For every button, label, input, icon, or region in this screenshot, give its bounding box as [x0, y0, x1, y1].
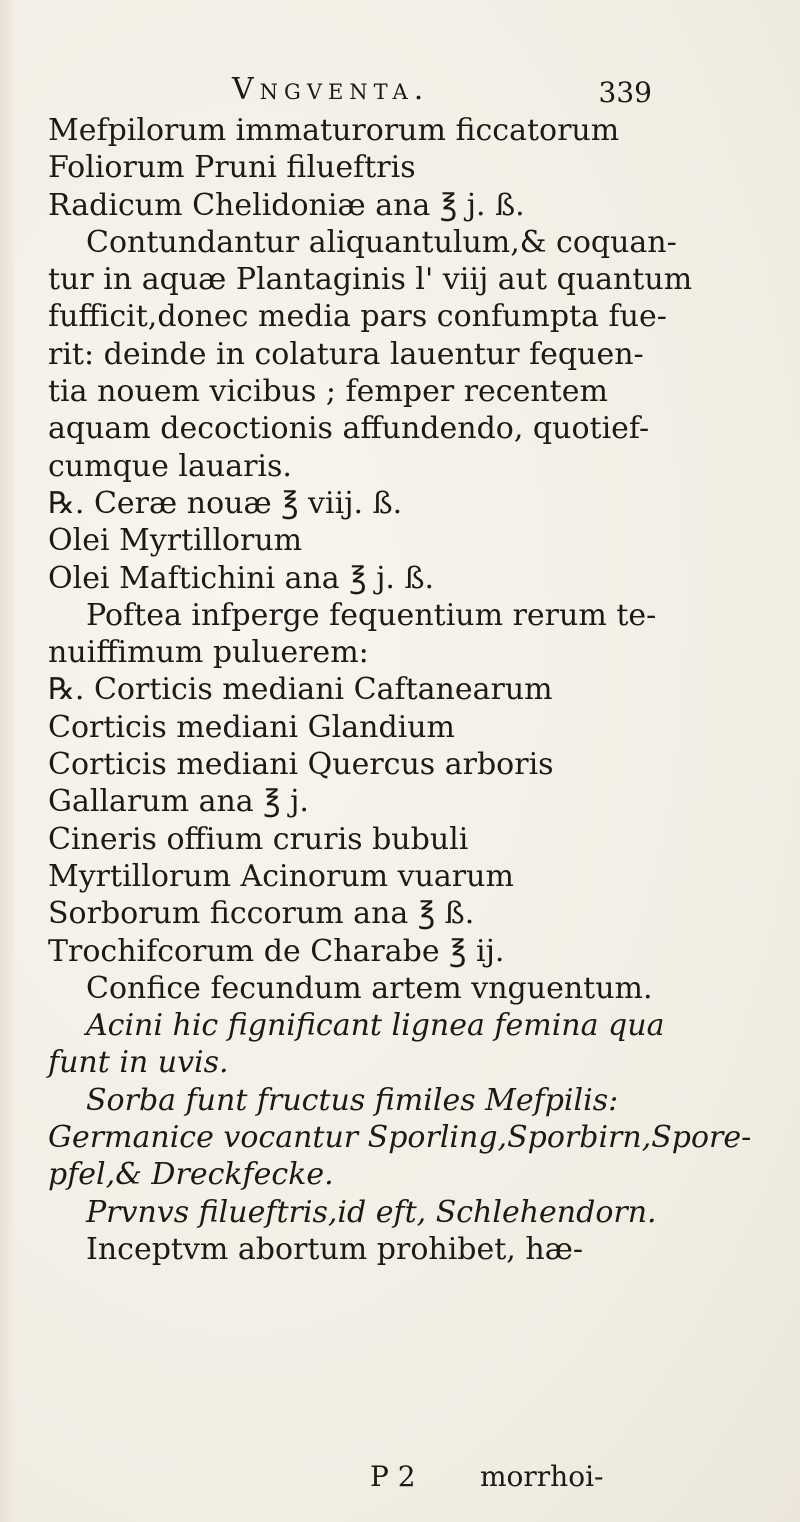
text-line: Corticis mediani Glandium — [48, 709, 456, 745]
text-line: Confice fecundum artem vnguentum. — [86, 970, 653, 1006]
text-line: ℞. Ceræ nouæ ℥ viij. ß. — [48, 485, 403, 521]
text-line-italic: Germanice vocantur Sporling,Sporbirn,Spore- — [48, 1120, 752, 1156]
text-line: Inceptvm abortum prohibet, hæ- — [86, 1231, 584, 1267]
text-line: Radicum Chelidoniæ ana ℥ j. ß. — [48, 187, 525, 223]
text-line: Corticis mediani Quercus arboris — [48, 747, 554, 783]
text-line: rit: deinde in colatura lauentur fequen- — [48, 336, 644, 372]
text-line: ℞. Corticis mediani Caftanearum — [48, 672, 553, 708]
text-line: Poftea infperge fequentium rerum te- — [86, 597, 657, 633]
text-line-italic: Acini hic fignificant lignea femina qua — [86, 1008, 665, 1044]
text-line: Gallarum ana ℥ j. — [48, 784, 309, 820]
text-line: Trochifcorum de Charabe ℥ ij. — [48, 933, 505, 969]
text-line: Contundantur aliquantulum,& coquan- — [86, 224, 677, 260]
text-line: Olei Maftichini ana ℥ j. ß. — [48, 560, 435, 596]
text-line: aquam decoctionis affundendo, quotief- — [48, 411, 650, 447]
page-header — [232, 72, 652, 112]
text-line-italic: funt in uvis. — [48, 1045, 229, 1081]
running-head: Vngventa. — [232, 72, 430, 107]
text-line: Mefpilorum immaturorum ficcatorum — [48, 113, 620, 148]
text-line: Olei Myrtillorum — [48, 523, 303, 559]
text-line-italic: Sorba funt fructus fimiles Mefpilis: — [86, 1082, 619, 1118]
page-footer — [370, 1460, 670, 1496]
page-number: 339 — [598, 76, 652, 109]
text-line-italic: pfel,& Dreckfecke. — [48, 1157, 334, 1193]
text-line: tia nouem vicibus ; femper recentem — [48, 374, 608, 410]
body-text — [48, 112, 788, 1268]
text-line: Sorborum ficcorum ana ℥ ß. — [48, 896, 475, 932]
text-line: cumque lauaris. — [48, 448, 292, 484]
text-line: Cineris offium cruris bubuli — [48, 821, 469, 857]
text-line: fufficit,donec media pars confumpta fue- — [48, 299, 667, 335]
signature-mark: P 2 — [370, 1460, 416, 1493]
catchword: morrhoi- — [480, 1460, 604, 1493]
text-line: nuiffimum puluerem: — [48, 635, 369, 671]
text-line: Myrtillorum Acinorum vuarum — [48, 858, 514, 894]
text-line: Foliorum Pruni filueftris — [48, 150, 416, 186]
text-line: tur in aquæ Plantaginis l' viij aut quantum — [48, 262, 693, 298]
text-line-italic: Prvnvs filueftris,id eft, Schlehendorn. — [86, 1194, 657, 1230]
page-binding-edge — [0, 0, 14, 1522]
